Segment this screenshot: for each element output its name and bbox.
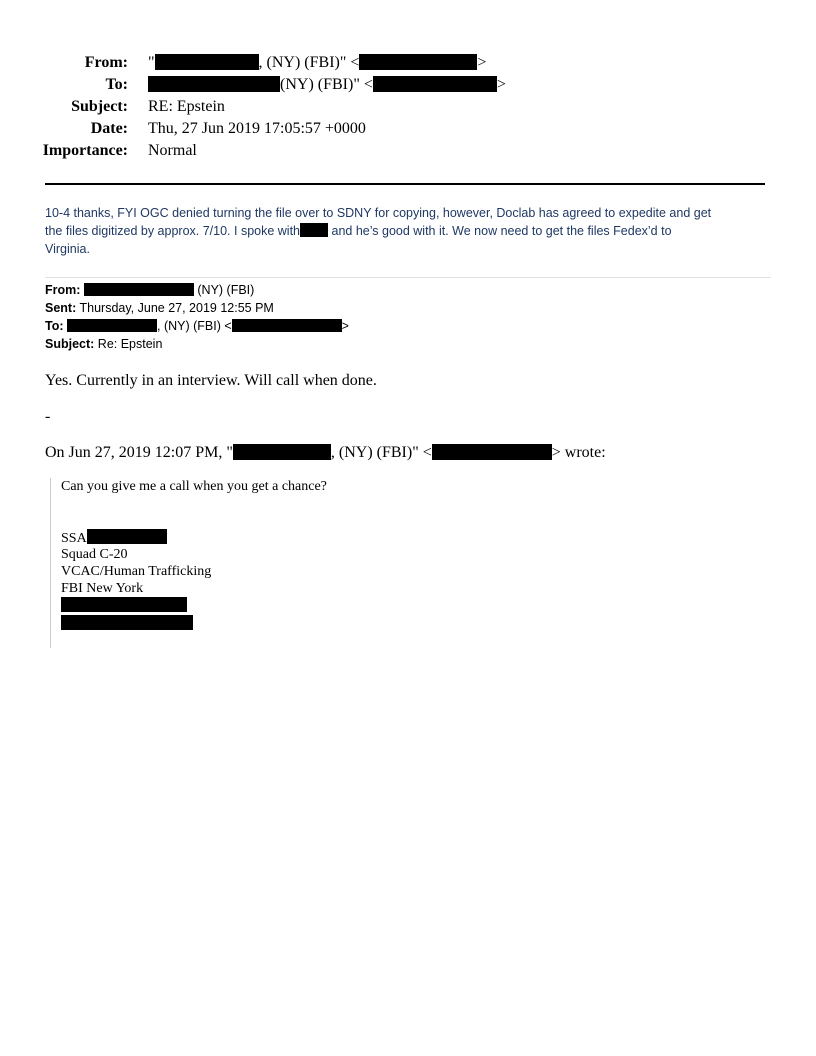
date-label: Date: (90, 120, 128, 137)
from-label: From: (84, 54, 128, 71)
redaction-block (300, 223, 328, 237)
signature-unit: VCAC/Human Trafficking (61, 564, 212, 579)
forwarded-sent (45, 299, 274, 317)
redaction-block (233, 444, 331, 460)
forwarded-sent-value: Thursday, June 27, 2019 12:55 PM (76, 301, 274, 315)
quote-intro: On Jun 27, 2019 12:07 PM, " , (NY) (FBI)" < > wrote: (45, 444, 606, 461)
signature-redacted-line (61, 597, 187, 615)
redaction-block (87, 529, 167, 544)
message-body: Yes. Currently in an interview. Will call when done. (45, 372, 377, 389)
redaction-block (61, 597, 187, 612)
importance-label: Importance: (42, 142, 128, 159)
reply-line: the files digitized by approx. 7/10. I spoke with and he’s good with it. We now need to get the files Fedex’d to (45, 224, 672, 238)
header-divider (45, 183, 765, 185)
forwarded-to-value: , (NY) (FBI) < (157, 319, 232, 333)
redaction-block (232, 319, 342, 332)
reply-line: 10-4 thanks, FYI OGC denied turning the file over to SDNY for copying, however, Doclab has agreed to expedite and get (45, 206, 712, 220)
message-separator (45, 277, 771, 278)
forwarded-to: To: , (NY) (FBI) < > (45, 319, 349, 333)
subject-value: RE: Epstein (148, 98, 225, 115)
redaction-block (432, 444, 552, 460)
redaction-block (155, 54, 259, 70)
from-value: " , (NY) (FBI)" < > (148, 54, 487, 71)
subject-label: Subject: (71, 98, 128, 115)
importance-value: Normal (148, 142, 197, 159)
quoted-text: Can you give me a call when you get a chance? (61, 479, 327, 494)
reply-line: Virginia. (45, 242, 90, 256)
redaction-block (67, 319, 157, 332)
to-label: To: (105, 76, 128, 93)
redaction-block (373, 76, 497, 92)
redaction-block (359, 54, 477, 70)
redaction-block (61, 615, 193, 630)
forwarded-to-label: To: (45, 319, 64, 333)
to-value: (NY) (FBI)" < > (148, 74, 506, 96)
redaction-block (84, 283, 194, 296)
signature-squad: Squad C-20 (61, 547, 128, 562)
forwarded-from-label: From: (45, 283, 81, 297)
signature-ssa: SSA (61, 529, 167, 547)
forwarded-sent-label: Sent: (45, 301, 77, 315)
forwarded-from-value: (NY) (FBI) (193, 283, 255, 297)
date-value: Thu, 27 Jun 2019 17:05:57 +0000 (148, 120, 366, 137)
message-dash: - (45, 408, 51, 425)
forwarded-from (45, 281, 254, 299)
quoted-message (50, 478, 651, 648)
redaction-block (148, 76, 280, 92)
signature-office: FBI New York (61, 581, 144, 596)
forwarded-subject (45, 335, 162, 353)
forwarded-subject-label: Subject: (45, 337, 95, 351)
signature-redacted-line (61, 615, 193, 633)
reply-message (45, 204, 757, 258)
forwarded-subject-value: Re: Epstein (94, 337, 163, 351)
